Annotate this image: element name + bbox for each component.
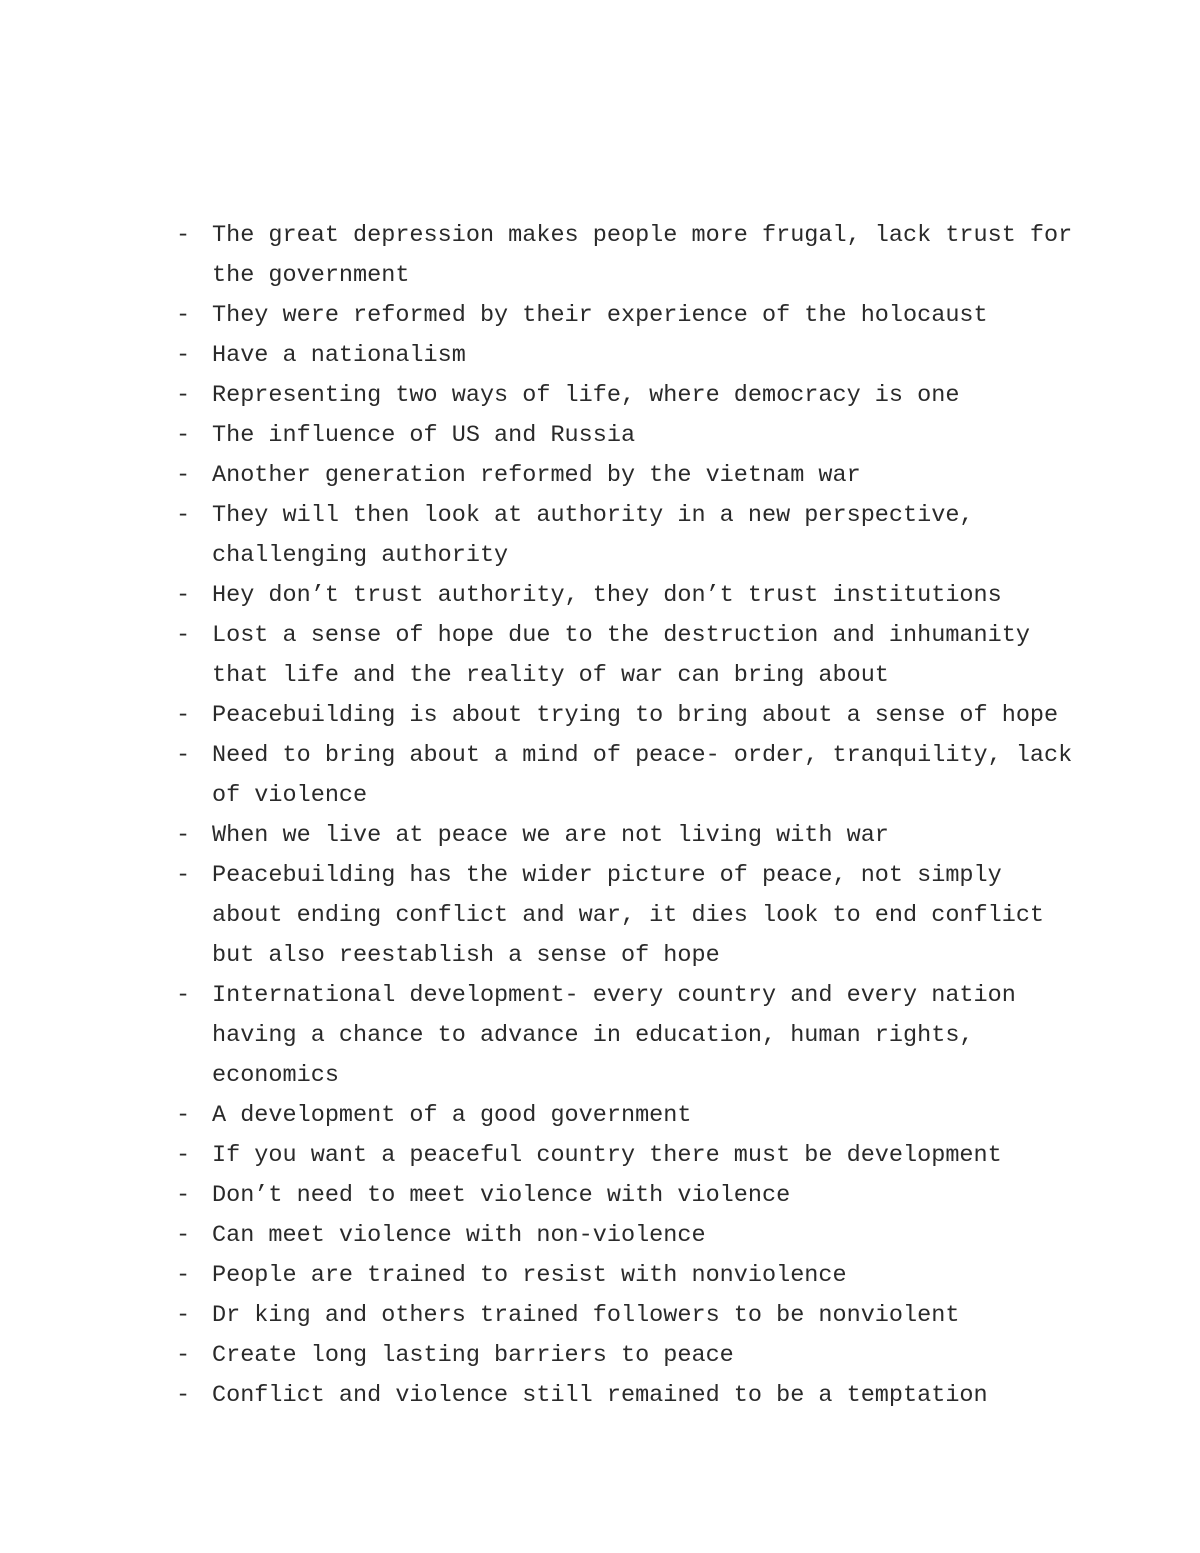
list-item xyxy=(176,336,1076,376)
list-item xyxy=(176,496,1076,576)
list-item-text: Lost a sense of hope due to the destruction and inhumanity that life and the reality of war can bring about xyxy=(212,622,1030,689)
bullet-list xyxy=(176,216,1076,1416)
list-item xyxy=(176,1296,1076,1336)
list-item-text: Dr king and others trained followers to be nonviolent xyxy=(212,1302,960,1329)
list-item xyxy=(176,616,1076,696)
bullet-dash: - xyxy=(176,742,191,769)
bullet-dash: - xyxy=(176,502,191,529)
bullet-dash: - xyxy=(176,302,191,329)
list-item-text: A development of a good government xyxy=(212,1102,692,1129)
list-item xyxy=(176,1336,1076,1376)
list-item xyxy=(176,376,1076,416)
bullet-dash: - xyxy=(176,862,191,889)
list-item-text: Need to bring about a mind of peace- order, tranquility, lack of violence xyxy=(212,742,1073,809)
list-item xyxy=(176,1216,1076,1256)
bullet-dash: - xyxy=(176,342,191,369)
list-item-text: Create long lasting barriers to peace xyxy=(212,1342,734,1369)
list-item xyxy=(176,576,1076,616)
list-item xyxy=(176,816,1076,856)
list-item xyxy=(176,1096,1076,1136)
bullet-dash: - xyxy=(176,702,191,729)
bullet-dash: - xyxy=(176,1382,191,1409)
list-item-text: Representing two ways of life, where democracy is one xyxy=(212,382,960,409)
list-item xyxy=(176,456,1076,496)
list-item xyxy=(176,736,1076,816)
list-item-text: The influence of US and Russia xyxy=(212,422,636,449)
bullet-dash: - xyxy=(176,982,191,1009)
list-item xyxy=(176,856,1076,976)
list-item xyxy=(176,296,1076,336)
list-item-text: Conflict and violence still remained to be a temptation xyxy=(212,1382,988,1409)
list-item xyxy=(176,216,1076,296)
list-item-text: Have a nationalism xyxy=(212,342,466,369)
bullet-dash: - xyxy=(176,1342,191,1369)
bullet-dash: - xyxy=(176,1182,191,1209)
list-item-text: They will then look at authority in a new perspective, challenging authority xyxy=(212,502,974,569)
list-item-text: The great depression makes people more frugal, lack trust for the government xyxy=(212,222,1073,289)
bullet-dash: - xyxy=(176,382,191,409)
bullet-dash: - xyxy=(176,222,191,249)
bullet-dash: - xyxy=(176,422,191,449)
bullet-dash: - xyxy=(176,462,191,489)
list-item xyxy=(176,1256,1076,1296)
list-item xyxy=(176,1176,1076,1216)
bullet-dash: - xyxy=(176,1102,191,1129)
list-item-text: They were reformed by their experience of the holocaust xyxy=(212,302,988,329)
bullet-dash: - xyxy=(176,582,191,609)
bullet-dash: - xyxy=(176,822,191,849)
list-item xyxy=(176,416,1076,456)
bullet-dash: - xyxy=(176,1222,191,1249)
list-item xyxy=(176,976,1076,1096)
list-item xyxy=(176,1136,1076,1176)
list-item-text: Another generation reformed by the vietnam war xyxy=(212,462,861,489)
list-item xyxy=(176,696,1076,736)
bullet-dash: - xyxy=(176,622,191,649)
list-item-text: If you want a peaceful country there must be development xyxy=(212,1142,1002,1169)
list-item xyxy=(176,1376,1076,1416)
list-item-text: People are trained to resist with nonviolence xyxy=(212,1262,847,1289)
bullet-dash: - xyxy=(176,1262,191,1289)
list-item-text: Peacebuilding is about trying to bring about a sense of hope xyxy=(212,702,1059,729)
list-item-text: International development- every country and every nation having a chance to advance in education, human rights, economics xyxy=(212,982,1016,1089)
bullet-dash: - xyxy=(176,1302,191,1329)
list-item-text: Can meet violence with non-violence xyxy=(212,1222,706,1249)
bullet-dash: - xyxy=(176,1142,191,1169)
list-item-text: Peacebuilding has the wider picture of peace, not simply about ending conflict and war, it dies look to end conflict but also reestablish a sense of hope xyxy=(212,862,1045,969)
list-item-text: Don’t need to meet violence with violence xyxy=(212,1182,791,1209)
list-item-text: When we live at peace we are not living with war xyxy=(212,822,889,849)
list-item-text: Hey don’t trust authority, they don’t trust institutions xyxy=(212,582,1002,609)
